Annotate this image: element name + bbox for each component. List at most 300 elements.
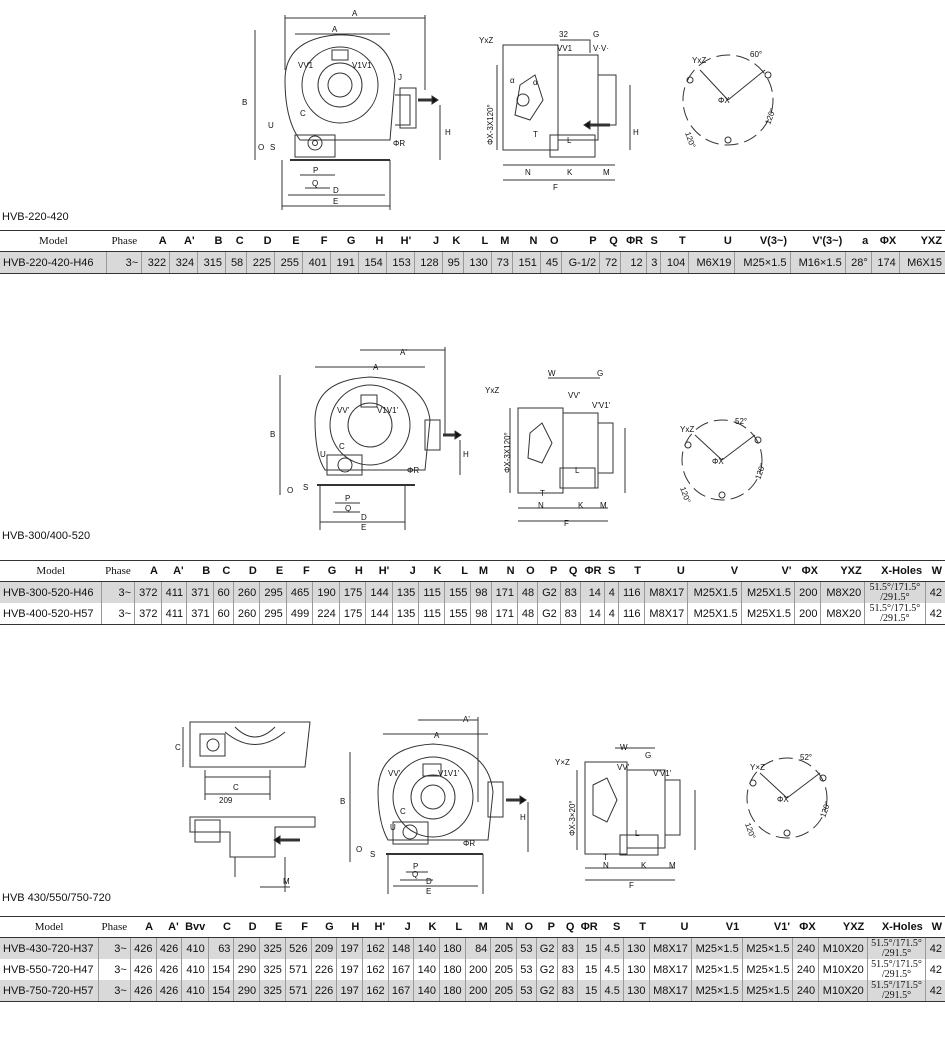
dim-label: P [313,166,319,175]
dim-label: B [242,98,248,107]
column-header: ΦX [871,231,899,252]
dim-label: 52° [800,753,813,762]
table-cell: 42 [925,582,945,604]
table-cell: 372 [135,582,162,604]
column-header: W [926,917,945,938]
table-cell: 73 [491,252,512,274]
column-header: V'(3~) [790,231,845,252]
dim-label: 209 [219,796,233,805]
spec-table [0,560,945,625]
column-header: U [649,917,691,938]
dim-label: Q [312,179,319,188]
dim-label: ΦR [407,466,420,475]
column-header: S [601,917,624,938]
column-header: H [358,231,386,252]
table-cell: 200 [794,582,821,604]
column-header: ΦX [794,561,821,582]
table-cell: M8X20 [821,603,865,625]
table-cell: 200 [794,603,821,625]
column-header: Model [0,917,98,938]
table-cell: HVB-430-720-H37 [0,938,98,960]
column-header: C [213,561,233,582]
table-cell: 260 [233,603,260,625]
table-cell: 3~ [107,252,142,274]
table-cell: 53 [517,938,537,960]
dim-label: N [603,861,609,870]
column-header: H [339,561,366,582]
column-header: M [491,231,512,252]
dim-label: 60° [750,50,763,59]
column-header: S [646,231,661,252]
column-header: V(3~) [735,231,790,252]
table-cell: 190 [313,582,340,604]
dim-label: α [510,76,515,85]
table-cell: M25×1.5 [691,959,742,980]
table-cell: 171 [491,582,518,604]
x-holes-line: /291.5° [881,968,912,980]
table-cell: HVB-750-720-H57 [0,980,98,1002]
table-cell: 410 [182,959,209,980]
table-cell: 240 [793,959,819,980]
column-header: X-Holes [867,917,926,938]
dim-label: U [320,450,326,459]
table-cell: 426 [130,980,156,1002]
column-header: Q [560,561,580,582]
dim-label: U [390,823,396,832]
column-header: F [303,231,331,252]
table-cell: 45 [540,252,561,274]
dim-label: V·V· [593,44,609,53]
column-header: ΦR [621,231,646,252]
dim-label: S [370,850,376,859]
table-cell: 3~ [98,959,130,980]
column-header: T [661,231,689,252]
dim-label: A' [400,348,407,357]
table-cell: 135 [392,582,419,604]
table-cell: HVB-400-520-H57 [0,603,101,625]
drawing-hvb-220-flange [670,45,790,155]
table-cell: 154 [208,980,234,1002]
table-cell: 240 [793,938,819,960]
table-cell: 325 [260,938,286,960]
dim-label: N [538,501,544,510]
column-header: a [845,231,871,252]
table-cell: 144 [366,582,393,604]
section-title: HVB-300/400-520 [2,530,91,542]
dim-label: M [603,168,610,177]
column-header: K [419,561,445,582]
table-cell: 48 [518,582,538,604]
dim-label: ΦR [463,839,476,848]
table-cell: 226 [311,959,337,980]
table-cell: 15 [577,980,600,1002]
column-header: A [135,561,162,582]
table-cell: M8X17 [649,938,691,960]
dim-label: L [567,136,572,145]
column-header: A' [170,231,198,252]
column-header: O [540,231,561,252]
table-cell: 128 [414,252,442,274]
dim-label: M [669,861,676,870]
column-header: J [414,231,442,252]
table-cell: 426 [156,959,182,980]
table-cell: 42 [926,980,945,1002]
column-header: B [198,231,226,252]
table-cell: G2 [536,959,558,980]
dim-label: A [434,731,440,740]
table-cell [867,980,926,1002]
dim-label: S [270,143,276,152]
drawing-hvb-300-flange [670,410,780,510]
table-cell: M25×1.5 [742,980,793,1002]
column-header: T [623,917,649,938]
column-header: N [512,231,540,252]
dim-label: L [575,466,580,475]
column-header: E [275,231,303,252]
dim-label: J [398,73,402,82]
table-cell: 53 [517,980,537,1002]
column-header: D [247,231,275,252]
dim-label: Q [412,870,419,879]
table-cell: 167 [388,980,414,1002]
dim-label: K [567,168,573,177]
column-header: V1 [691,917,742,938]
dim-label: YxZ [485,386,500,395]
table-cell: 411 [161,603,187,625]
dim-label: ΦX-3×20° [568,800,577,836]
dim-label: T [533,130,538,139]
table-cell: 410 [182,980,209,1002]
dim-label: P [413,862,419,871]
drawing-hvb-430-detail [175,712,325,897]
dim-label: VV' [568,391,581,400]
dim-label: ΦX [712,457,724,466]
dim-label: G [593,30,600,39]
column-header: O [518,561,538,582]
table-cell: G2 [536,938,558,960]
column-header: P [536,917,558,938]
column-header: L [463,231,491,252]
table-cell: 83 [558,959,578,980]
table-cell: 191 [330,252,358,274]
column-header: Model [0,231,107,252]
table-cell: 426 [130,938,156,960]
x-holes-line: 51.5°/171.5° [869,581,921,593]
table-cell: 295 [260,603,287,625]
dim-label: V'V1' [592,401,611,410]
table-cell: 175 [339,582,366,604]
dim-label: A' [463,715,470,724]
dim-label: H [633,128,639,137]
table-cell: 410 [182,938,209,960]
table-cell: 15 [577,938,600,960]
table-cell: 315 [198,252,226,274]
dim-label: VV1 [557,44,573,53]
spec-table [0,916,945,1002]
dim-label: Y×Z [555,758,570,767]
table-cell: 499 [286,603,313,625]
drawing-hvb-430-flange [735,748,845,848]
dim-label: VV' [617,763,630,772]
dim-label: C [175,743,181,752]
table-cell: HVB-550-720-H47 [3,963,94,976]
table-cell: 155 [444,603,471,625]
dim-label: VV' [337,406,350,415]
dim-label: YxZ [692,56,707,65]
table-row [0,252,945,274]
table-cell: 197 [337,980,363,1002]
dim-label: A [332,25,338,34]
table-cell: 42 [926,938,945,960]
drawing-hvb-300-side [480,368,640,528]
table-cell: G2 [538,603,561,625]
table-cell: 426 [156,938,182,960]
column-header: N [491,561,518,582]
column-header: Q [558,917,578,938]
table-cell: 290 [234,980,260,1002]
table-cell: 225 [247,252,275,274]
table-cell: 95 [442,252,463,274]
table-cell: 83 [558,980,578,1002]
column-header: S [604,561,618,582]
table-cell: HVB-220-420-H46 [0,252,107,274]
table-cell: 84 [465,938,491,960]
table-cell: 325 [260,980,286,1002]
table-cell: 130 [463,252,491,274]
table-cell: 42 [925,603,945,625]
table-cell: M10X20 [819,980,868,1002]
table-row [0,603,945,625]
table-cell [867,959,926,980]
dim-label: D [361,513,367,522]
dim-label: α [533,78,538,87]
table-cell: 255 [275,252,303,274]
table-header-row [0,561,945,582]
column-header: C [208,917,234,938]
dim-label: VV' [388,769,401,778]
column-header: F [286,561,313,582]
column-header: U [689,231,735,252]
table-cell: M8X17 [644,603,688,625]
table-cell: 72 [600,252,621,274]
table-cell: 325 [260,959,286,980]
table-cell: 167 [388,959,414,980]
column-header: G [311,917,337,938]
table-cell: 4.5 [601,938,624,960]
x-holes-line: /291.5° [880,591,910,603]
dim-label: YxZ [680,425,695,434]
column-header: N [491,917,517,938]
table-cell: 154 [208,959,234,980]
table-cell: 372 [135,603,162,625]
table-cell: 4.5 [601,980,624,1002]
table-cell: M25×1.5 [691,938,742,960]
dim-label: C [233,783,239,792]
dim-label: W [548,369,556,378]
dim-label: 120° [753,462,768,481]
table-cell: 83 [558,938,578,960]
table-cell: 200 [465,980,491,1002]
table-cell: 140 [414,959,440,980]
dim-label: O [258,143,265,152]
column-header: H [337,917,363,938]
table-cell: 151 [512,252,540,274]
column-header: J [388,917,414,938]
column-header: K [414,917,440,938]
column-header: M [465,917,491,938]
section-title: HVB-220-420 [2,211,69,223]
table-cell: 174 [871,252,899,274]
table-cell: 401 [303,252,331,274]
column-header: B [187,561,214,582]
table-cell: G-1/2 [562,252,600,274]
table-cell: 15 [577,959,600,980]
table-cell: 205 [491,980,517,1002]
column-header: V1' [742,917,793,938]
table-cell: 3~ [101,603,134,625]
drawing-hvb-220-front [240,10,455,215]
dim-label: L [635,829,640,838]
dim-label: V1V1 [352,61,372,70]
dim-label: 120° [743,821,758,841]
dim-label: 120° [683,130,698,150]
table-cell: 295 [260,582,287,604]
table-cell: 115 [419,582,445,604]
table-cell: 53 [517,959,537,980]
table-cell: 98 [471,603,491,625]
table-cell: M25×1.5 [742,938,793,960]
table-cell [865,582,925,604]
table-cell: 3~ [98,938,130,960]
table-header-row [0,917,945,938]
table-cell: 63 [208,938,234,960]
column-header: H' [386,231,414,252]
dim-label: K [578,501,584,510]
table-cell: 4 [604,582,618,604]
column-header: YXZ [821,561,865,582]
table-cell: 140 [414,938,440,960]
dim-label: B [270,430,276,439]
table-cell: 4.5 [601,959,624,980]
table-cell: 48 [518,603,538,625]
dim-label: E [333,197,339,206]
table-cell: 148 [388,938,414,960]
dim-label: D [426,877,432,886]
table-cell: 371 [187,603,214,625]
column-header: YXZ [819,917,868,938]
dim-label: A [352,10,358,18]
table-cell [867,938,926,960]
table-cell: 175 [339,603,366,625]
table-cell: 3~ [98,980,130,1002]
column-header: H' [366,561,393,582]
table-cell: 130 [623,980,649,1002]
table-cell: M25X1.5 [741,603,794,625]
table-cell: M10X20 [819,959,868,980]
table-cell: 205 [491,959,517,980]
dim-label: VV1 [298,61,314,70]
column-header: F [285,917,311,938]
table-cell: 180 [439,980,465,1002]
table-cell: 571 [285,980,311,1002]
column-header: P [562,231,600,252]
column-header: A' [161,561,187,582]
table-cell: M25×1.5 [735,252,790,274]
column-header: Phase [101,561,134,582]
dim-label: W [620,743,628,752]
column-header: Phase [98,917,130,938]
x-holes-line: /291.5° [881,947,912,959]
dim-label: ΦX-3X120° [503,432,512,473]
x-holes-line: 51.5°/171.5° [871,979,922,991]
table-cell: 197 [337,959,363,980]
dim-label: 52° [735,417,748,426]
column-header: X-Holes [865,561,925,582]
table-row [0,980,945,1002]
table-cell: 116 [618,582,644,604]
column-header: J [392,561,419,582]
column-header: ΦR [580,561,604,582]
column-header: YXZ [899,231,945,252]
table-cell: M6X15 [899,252,945,274]
column-header: E [260,561,287,582]
dim-label: M [600,501,607,510]
table-cell: 104 [661,252,689,274]
table-cell: 42 [926,959,945,980]
table-cell: 171 [491,603,518,625]
column-header: P [538,561,561,582]
dim-label: T [603,853,608,862]
table-cell: M8X20 [821,582,865,604]
column-header: E [260,917,286,938]
dim-label: 120° [678,485,693,505]
table-cell: 290 [234,938,260,960]
drawing-hvb-220-side [475,25,650,195]
dim-label: P [345,494,351,503]
dim-label: H [445,128,451,137]
table-cell: 240 [793,980,819,1002]
table-cell: M10X20 [819,938,868,960]
column-header: G [313,561,340,582]
table-cell: 115 [419,603,445,625]
table-cell: 526 [285,938,311,960]
table-cell: 205 [491,938,517,960]
table-cell: 154 [358,252,386,274]
table-cell: M8X17 [649,980,691,1002]
table-row [0,582,945,604]
dim-label: O [287,486,294,495]
table-cell: 83 [560,603,580,625]
column-header: T [618,561,644,582]
table-row [0,938,945,960]
table-cell: 58 [225,252,246,274]
table-cell: 153 [386,252,414,274]
table-cell: G2 [538,582,561,604]
dim-label: V1V1' [377,406,399,415]
table-cell: 60 [213,603,233,625]
table-cell: M6X19 [689,252,735,274]
table-cell: 371 [187,582,214,604]
column-header: Q [600,231,621,252]
column-header: V [688,561,741,582]
table-cell: M16×1.5 [790,252,845,274]
column-header: Phase [107,231,142,252]
column-header: D [234,917,260,938]
dim-label: D [333,186,339,195]
table-cell: HVB-300-520-H46 [0,582,101,604]
dim-label: S [303,483,309,492]
column-header: A [130,917,156,938]
